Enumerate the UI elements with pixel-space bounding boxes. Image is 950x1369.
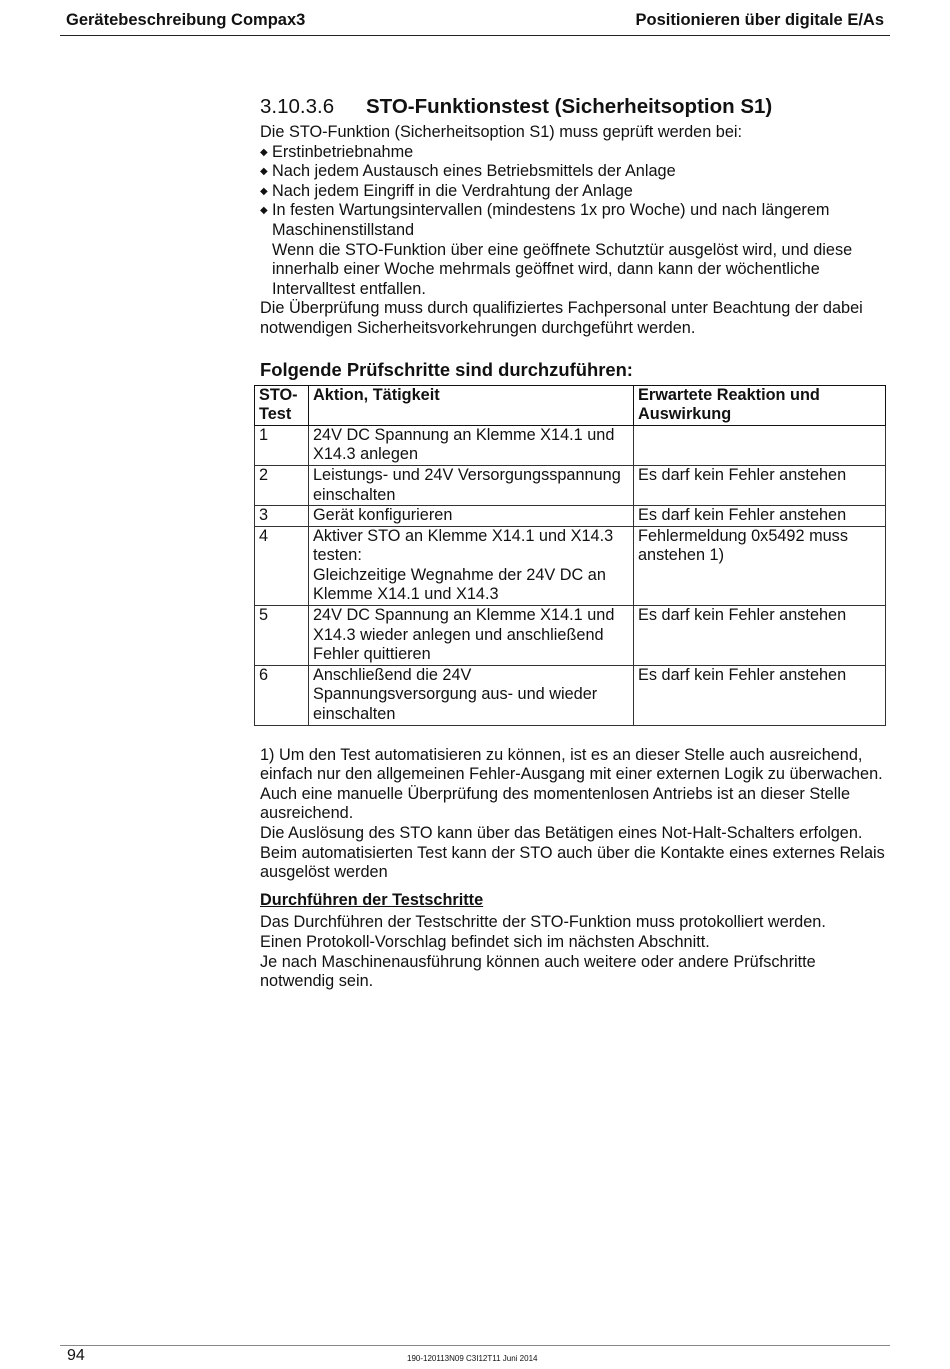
page-number: 94 xyxy=(67,1347,85,1364)
subsection-line: Je nach Maschinenausführung können auch weitere oder andere Prüfschritte notwendig sein. xyxy=(260,952,816,991)
table-row xyxy=(255,606,886,666)
step-action: Anschließend die 24V Spannungsversorgung aus- und wieder einschalten xyxy=(309,665,634,725)
header-sto-test: STO-Test xyxy=(255,385,309,425)
footnote-automation: 1) Um den Test automatisieren zu können, ist es an dieser Stelle auch ausreichend, einfach nur den allgemeinen Fehler-Ausgang mit einer externen Logik zu überwachen. xyxy=(260,745,883,784)
header-expected-reaction: Erwartete Reaktion und Auswirkung xyxy=(634,385,886,425)
bullet-note: Wenn die STO-Funktion über eine geöffnete Schutztür ausgelöst wird, und diese innerhalb einer Woche mehrmals geöffnet wird, dann kann der wöchentliche Intervalltest entfallen. xyxy=(272,240,853,298)
table-row xyxy=(255,506,886,527)
document-reference: 190-120113N09 C3I12T11 Juni 2014 xyxy=(407,1354,538,1363)
bullet-text: Erstinbetriebnahme xyxy=(272,142,414,161)
step-number: 4 xyxy=(255,526,309,605)
step-action xyxy=(309,526,634,605)
bullet-text: In festen Wartungsintervallen (mindestens 1x pro Woche) und nach längerem Maschinenstillstand xyxy=(272,201,830,239)
step-reaction xyxy=(634,425,886,465)
step-action: Gerät konfigurieren xyxy=(309,506,634,527)
step-action-detail: Gleichzeitige Wegnahme der 24V DC an Klemme X14.1 und X14.3 xyxy=(313,565,606,604)
step-reaction: Es darf kein Fehler anstehen xyxy=(634,465,886,505)
table-row xyxy=(255,526,886,605)
diamond-bullet-icon: ◆ xyxy=(260,205,268,217)
step-number: 6 xyxy=(255,665,309,725)
step-reaction: Fehlermeldung 0x5492 muss anstehen 1) xyxy=(634,526,886,605)
bullet-item xyxy=(260,182,890,202)
table-header-row xyxy=(255,385,886,425)
step-number: 2 xyxy=(255,465,309,505)
section-title: STO-Funktionstest (Sicherheitsoption S1) xyxy=(366,95,773,118)
page-content xyxy=(260,93,890,992)
note-emergency-stop: Die Auslösung des STO kann über das Betätigen eines Not-Halt-Schalters erfolgen. Beim automatisierten Test kann der STO auch über die Kontakte eines externes Relais ausgelöst werden xyxy=(260,824,885,882)
diamond-bullet-icon: ◆ xyxy=(260,185,268,197)
subsection-heading: Durchführen der Testschritte xyxy=(260,890,484,909)
bullet-item xyxy=(260,162,890,182)
bullet-item xyxy=(260,201,890,240)
subsection-line: Einen Protokoll-Vorschlag befindet sich im nächsten Abschnitt. xyxy=(260,932,710,951)
step-action: 24V DC Spannung an Klemme X14.1 und X14.3 anlegen xyxy=(309,425,634,465)
step-action-line: Aktiver STO an Klemme X14.1 und X14.3 testen: xyxy=(313,526,614,565)
table-row xyxy=(255,425,886,465)
bullet-text: Nach jedem Austausch eines Betriebsmittels der Anlage xyxy=(272,162,676,181)
bullet-item xyxy=(260,143,890,163)
header-action: Aktion, Tätigkeit xyxy=(309,385,634,425)
table-row xyxy=(255,465,886,505)
steps-heading: Folgende Prüfschritte sind durchzuführen: xyxy=(260,358,633,380)
page-header xyxy=(60,9,890,36)
step-number: 3 xyxy=(255,506,309,527)
step-reaction: Es darf kein Fehler anstehen xyxy=(634,506,886,527)
section-number: 3.10.3.6 xyxy=(260,95,335,118)
step-reaction: Es darf kein Fehler anstehen xyxy=(634,606,886,666)
header-chapter-title: Positionieren über digitale E/As xyxy=(635,11,884,29)
step-number: 5 xyxy=(255,606,309,666)
step-number: 1 xyxy=(255,425,309,465)
footnotes xyxy=(260,746,890,883)
intro-text: Die STO-Funktion (Sicherheitsoption S1) muss geprüft werden bei: xyxy=(260,123,743,141)
diamond-bullet-icon: ◆ xyxy=(260,146,268,158)
subsection-line: Das Durchführen der Testschritte der STO-Funktion muss protokolliert werden. xyxy=(260,913,826,932)
diamond-bullet-icon: ◆ xyxy=(260,166,268,178)
test-steps-table xyxy=(254,385,886,726)
note-manual-check: Auch eine manuelle Überprüfung des momentenlosen Antriebs ist an dieser Stelle ausreichend. xyxy=(260,784,851,823)
section-heading xyxy=(260,93,890,123)
header-doc-title: Gerätebeschreibung Compax3 xyxy=(66,11,306,29)
footer-rule xyxy=(60,1345,890,1346)
step-action: 24V DC Spannung an Klemme X14.1 und X14.3 wieder anlegen und anschließend Fehler quittieren xyxy=(309,606,634,666)
table-row xyxy=(255,665,886,725)
step-action: Leistungs- und 24V Versorgungsspannung einschalten xyxy=(309,465,634,505)
bullet-text: Nach jedem Eingriff in die Verdrahtung der Anlage xyxy=(272,181,633,200)
step-reaction: Es darf kein Fehler anstehen xyxy=(634,665,886,725)
qualified-personnel-text: Die Überprüfung muss durch qualifiziertes Fachpersonal unter Beachtung der dabei notwendigen Sicherheitsvorkehrungen durchgeführt werden. xyxy=(260,299,863,337)
